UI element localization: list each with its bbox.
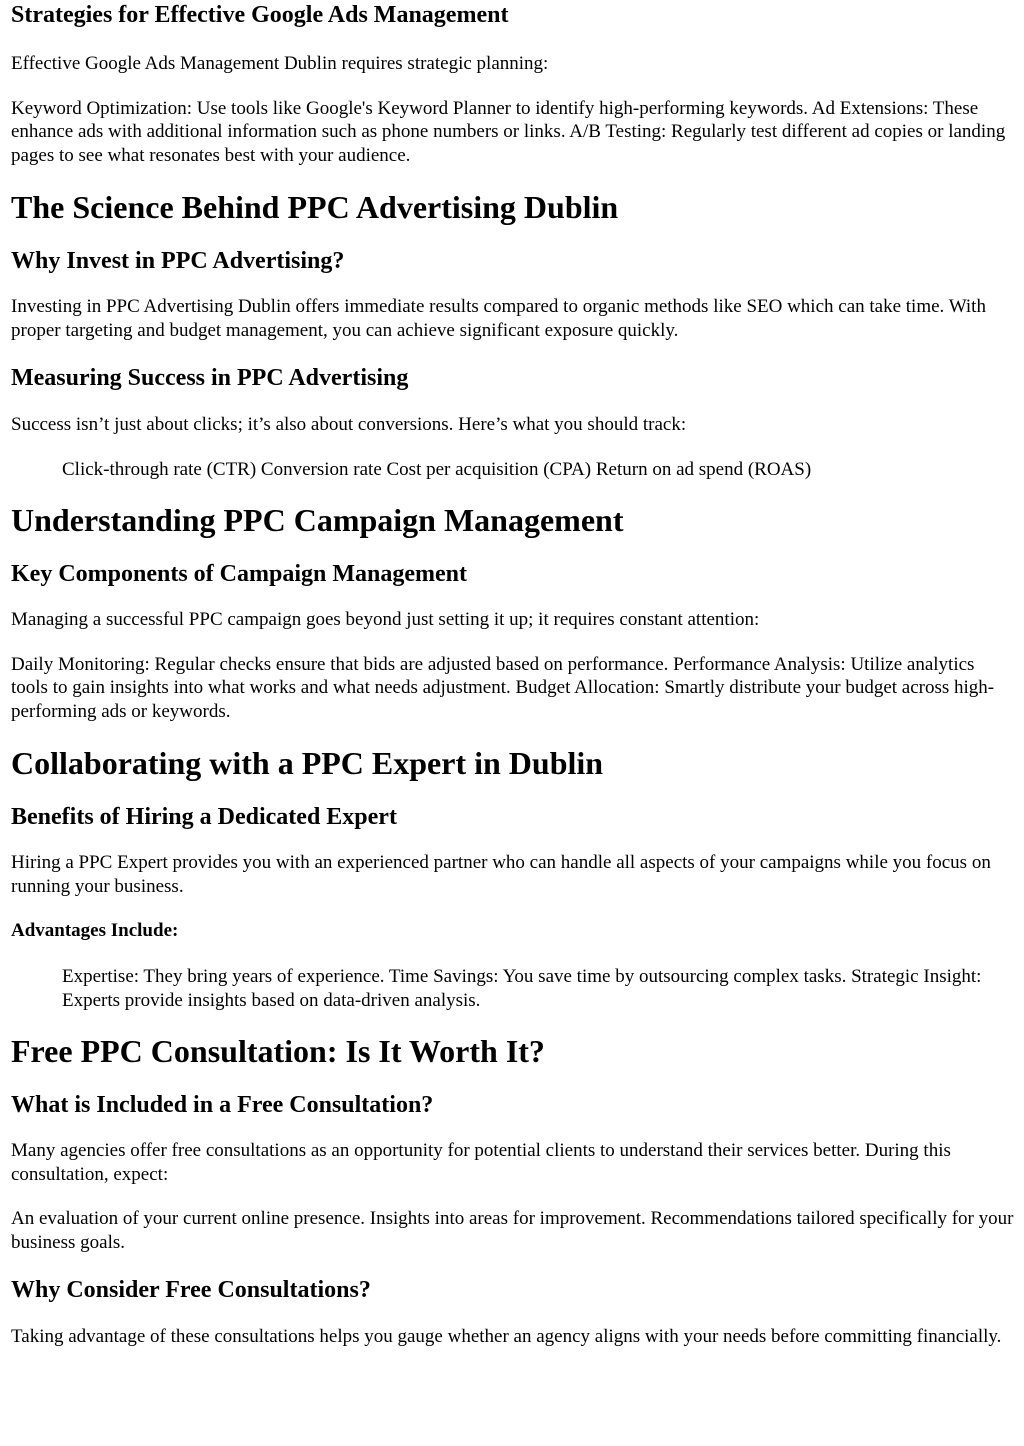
section-heading: Benefits of Hiring a Dedicated Expert <box>11 804 397 830</box>
page-heading: Free PPC Consultation: Is It Worth It? <box>11 1033 545 1069</box>
paragraph: Investing in PPC Advertising Dublin offers immediate results compared to organic methods like SEO which can take time. With proper targeting and budget management, you can achieve significant exposure quickly. <box>11 296 986 341</box>
section-heading: Why Consider Free Consultations? <box>11 1277 371 1303</box>
indented-list: Click-through rate (CTR) Conversion rate Cost per acquisition (CPA) Return on ad spend (ROAS) <box>62 458 812 480</box>
page-heading: Understanding PPC Campaign Management <box>11 502 624 538</box>
section-heading: Why Invest in PPC Advertising? <box>11 248 345 274</box>
page-heading: The Science Behind PPC Advertising Dublin <box>11 189 619 225</box>
paragraph: Hiring a PPC Expert provides you with an experienced partner who can handle all aspects of your campaigns while you focus on running your business. <box>11 852 991 897</box>
paragraph: Many agencies offer free consultations as an opportunity for potential clients to understand their services better. During this consultation, expect: <box>11 1140 951 1185</box>
section-heading: Strategies for Effective Google Ads Management <box>11 2 509 28</box>
paragraph: Daily Monitoring: Regular checks ensure that bids are adjusted based on performance. Performance Analysis: Utilize analytics tools to gain insights into what works and what needs adjustment. Budget Allocation: Smartly distribute your budget across high-performing ads or keywords. <box>11 653 995 722</box>
paragraph: An evaluation of your current online presence. Insights into areas for improvement. Recommendations tailored specifically for your business goals. <box>11 1208 1014 1253</box>
sub-heading: Advantages Include: <box>11 920 179 941</box>
section-heading: Key Components of Campaign Management <box>11 561 467 587</box>
paragraph: Effective Google Ads Management Dublin requires strategic planning: <box>11 53 549 74</box>
indented-list: Expertise: They bring years of experience. Time Savings: You save time by outsourcing complex tasks. Strategic Insight: Experts provide insights based on data-driven analysis. <box>62 966 982 1011</box>
paragraph: Keyword Optimization: Use tools like Google's Keyword Planner to identify high-performing keywords. Ad Extensions: These enhance ads with additional information such as phone numbers or links. A/B Testing: Regularly test different ad copies or landing pages to see what resonates best with your audience. <box>11 97 1006 166</box>
section-heading: Measuring Success in PPC Advertising <box>11 365 409 391</box>
paragraph: Success isn’t just about clicks; it’s also about conversions. Here’s what you should track: <box>11 414 687 435</box>
paragraph: Taking advantage of these consultations helps you gauge whether an agency aligns with your needs before committing financially. <box>11 1326 1002 1347</box>
page-heading: Collaborating with a PPC Expert in Dublin <box>11 745 604 781</box>
paragraph: Managing a successful PPC campaign goes beyond just setting it up; it requires constant attention: <box>11 609 760 630</box>
section-heading: What is Included in a Free Consultation? <box>11 1092 434 1118</box>
